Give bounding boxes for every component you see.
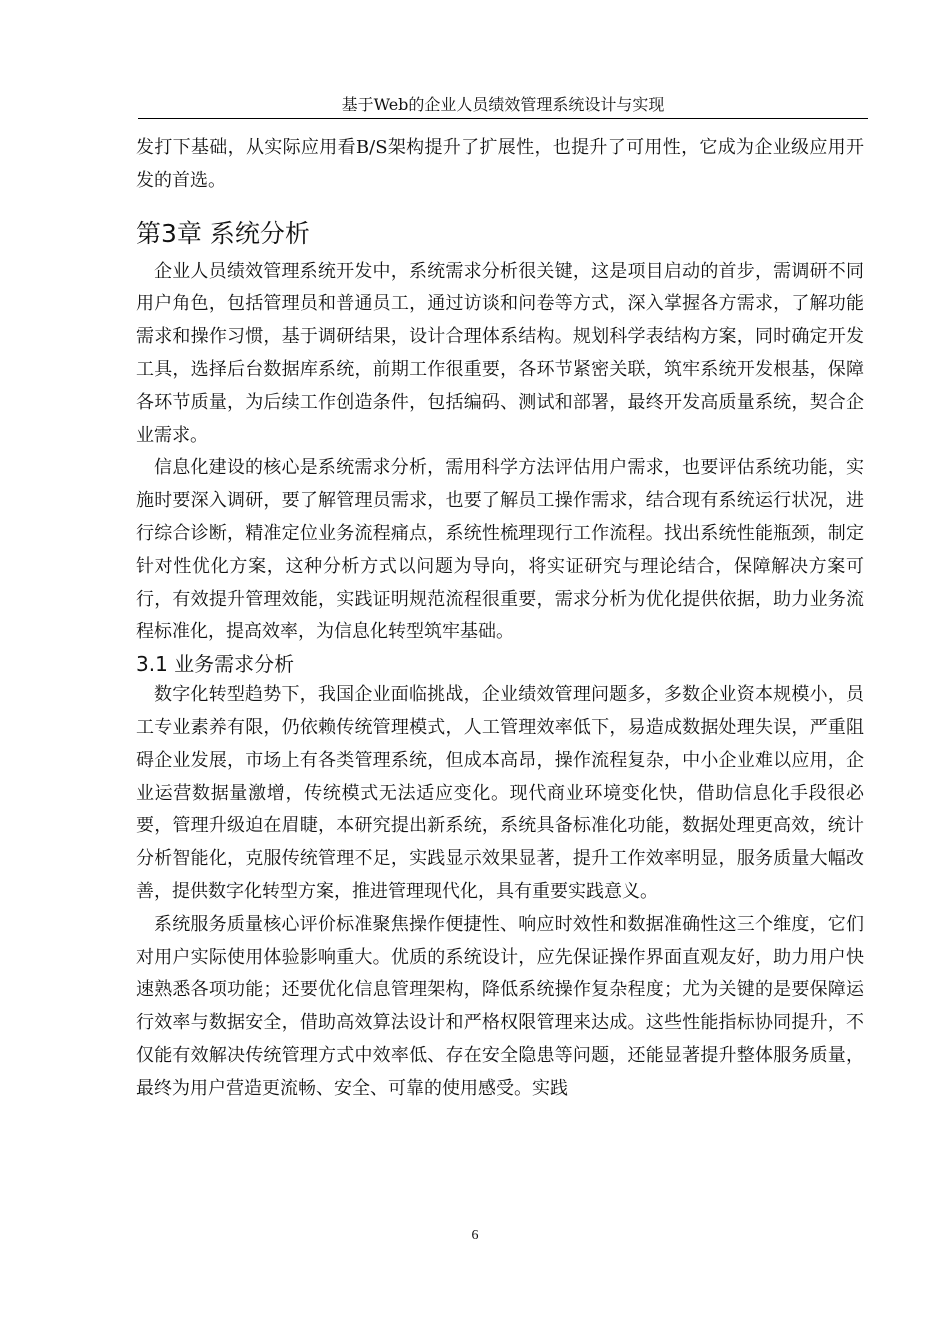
intro-paragraph: 发打下基础，从实际应用看B/S架构提升了扩展性，也提升了可用性，它成为企业级应用开发的首选。	[136, 137, 864, 191]
chapter-paragraph-1: 企业人员绩效管理系统开发中，系统需求分析很关键，这是项目启动的首步，需调研不同用户角色，包括管理员和普通员工，通过访谈和问卷等方式，深入掌握各方需求，了解功能需求和操作习惯，基于调研结果，设计合理体系结构。规划科学表结构方案，同时确定开发工具，选择后台数据库系统，前期工作很重要，各环节紧密关联，筑牢系统开发根基，保障各环节质量，为后续工作创造条件，包括编码、测试和部署，最终开发高质量系统，契合企业需求。	[136, 260, 864, 446]
chapter-paragraph-2: 信息化建设的核心是系统需求分析，需用科学方法评估用户需求，也要评估系统功能，实施时要深入调研，要了解管理员需求，也要了解员工操作需求，结合现有系统运行状况，进行综合诊断，精准定位业务流程痛点，系统性梳理现行工作流程。找出系统性能瓶颈，制定针对性优化方案，这种分析方式以问题为导向，将实证研究与理论结合，保障解决方案可行，有效提升管理效能，实践证明规范流程很重要，需求分析为优化提供依据，助力业务流程标准化，提高效率，为信息化转型筑牢基础。	[136, 457, 864, 643]
section-paragraph-1: 数字化转型趋势下，我国企业面临挑战，企业绩效管理问题多，多数企业资本规模小，员工专业素养有限，仍依赖传统管理模式，人工管理效率低下，易造成数据处理失误，严重阻碍企业发展，市场上有各类管理系统，但成本高昂，操作流程复杂，中小企业难以应用，企业运营数据量激增，传统模式无法适应变化。现代商业环境变化快，借助信息化手段很必要，管理升级迫在眉睫，本研究提出新系统，系统具备标准化功能，数据处理更高效，统计分析智能化，克服传统管理不足，实践显示效果显著，提升工作效率明显，服务质量大幅改善，提供数字化转型方案，推进管理现代化，具有重要实践意义。	[136, 684, 864, 902]
page-number: 6	[471, 1228, 479, 1243]
section-paragraph-2: 系统服务质量核心评价标准聚焦操作便捷性、响应时效性和数据准确性这三个维度，它们对用户实际使用体验影响重大。优质的系统设计，应先保证操作界面直观友好，助力用户快速熟悉各项功能；还要优化信息管理架构，降低系统操作复杂程度；尤为关键的是要保障运行效率与数据安全，借助高效算法设计和严格权限管理来达成。这些性能指标协同提升，不仅能有效解决传统管理方式中效率低、存在安全隐患等问题，还能显著提升整体服务质量，最终为用户营造更流畅、安全、可靠的使用感受。实践	[136, 913, 864, 1099]
chapter-title: 第3章 系统分析	[136, 218, 310, 248]
running-header: 基于Web的企业人员绩效管理系统设计与实现	[138, 94, 868, 119]
section-title: 3.1 业务需求分析	[136, 652, 295, 677]
page-body	[136, 132, 864, 1106]
